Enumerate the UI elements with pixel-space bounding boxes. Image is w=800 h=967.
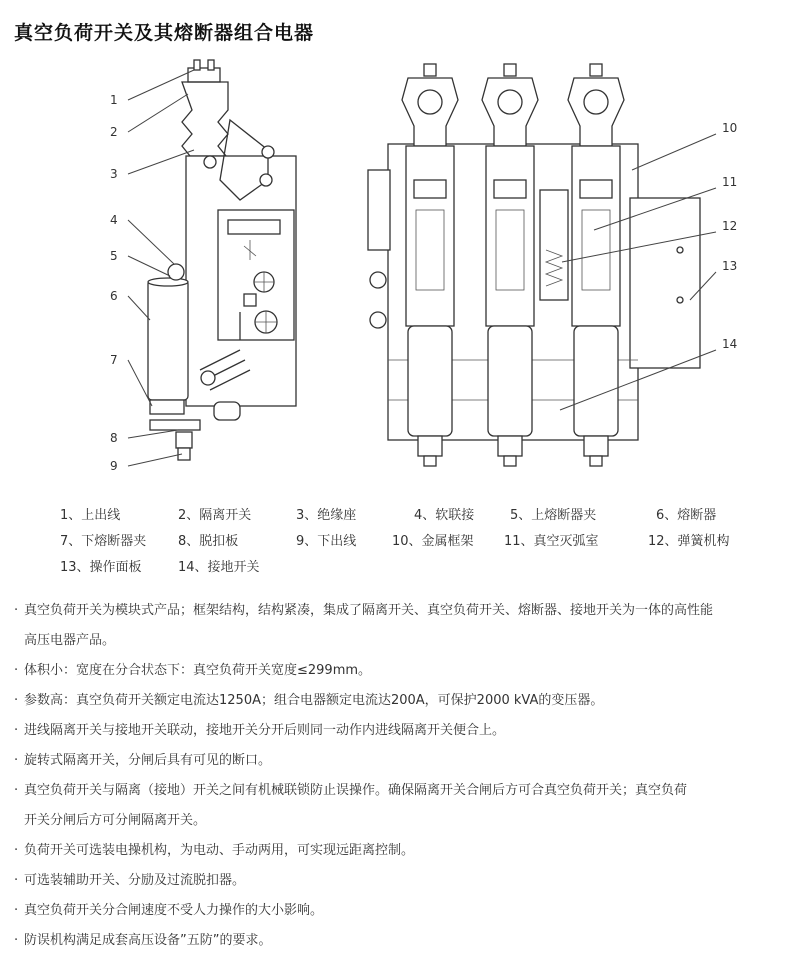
feature-item-continuation [14, 626, 790, 656]
feature-item: · 参数高：真空负荷开关额定电流达1250A；组合电器额定电流达200A，可保护2000 kVA的变压器。 [14, 686, 790, 716]
callout-9: 9 [110, 459, 118, 473]
callout-11: 11 [722, 175, 738, 189]
feature-item: · 体积小：宽度在分合状态下：真空负荷开关宽度≤299mm。 [14, 656, 790, 686]
callout-10: 10 [722, 121, 738, 135]
legend-item: 9、下出线 [296, 534, 357, 549]
legend-item: 1、上出线 [60, 508, 121, 523]
callout-12: 12 [722, 219, 738, 233]
callout-13: 13 [722, 259, 738, 273]
feature-text: 开关分闸后方可分闸隔离开关。 [24, 813, 207, 828]
legend-item: 4、软联接 [414, 508, 475, 523]
legend-item: 6、熔断器 [656, 508, 717, 523]
feature-item: · 真空负荷开关为模块式产品；框架结构，结构紧凑，集成了隔离开关、真空负荷开关、熔断器、接地开关为一体的高性能 [14, 596, 790, 626]
callout-7: 7 [110, 353, 118, 367]
callout-5: 5 [110, 249, 118, 263]
feature-item: · 真空负荷开关与隔离（接地）开关之间有机械联锁防止误操作。确保隔离开关合闸后方可合真空负荷开关；真空负荷 [14, 776, 790, 806]
right-callout-numbers [722, 121, 737, 351]
legend-item: 14、接地开关 [178, 560, 260, 575]
legend-item: 12、弹簧机构 [648, 534, 730, 549]
feature-item-continuation [14, 806, 790, 836]
feature-item: · 负荷开关可选装电操机构，为电动、手动两用，可实现远距离控制。 [14, 836, 790, 866]
left-callout-numbers [110, 93, 118, 473]
legend-item: 10、金属框架 [392, 534, 474, 549]
feature-item: · 防误机构满足成套高压设备”五防”的要求。 [14, 926, 790, 956]
legend-item: 13、操作面板 [60, 560, 142, 575]
product-diagram [0, 50, 800, 490]
feature-text: 高压电器产品。 [24, 633, 116, 648]
callout-3: 3 [110, 167, 118, 181]
feature-item: · 真空负荷开关分合闸速度不受人力操作的大小影响。 [14, 896, 790, 926]
legend-item: 7、下熔断器夹 [60, 534, 147, 549]
legend-item: 3、绝缘座 [296, 508, 357, 523]
legend-item: 8、脱扣板 [178, 534, 239, 549]
feature-list [14, 596, 790, 956]
callout-8: 8 [110, 431, 118, 445]
feature-item: · 旋转式隔离开关，分闸后具有可见的断口。 [14, 746, 790, 776]
feature-item: · 可选装辅助开关、分励及过流脱扣器。 [14, 866, 790, 896]
callout-14: 14 [722, 337, 738, 351]
callout-2: 2 [110, 125, 118, 139]
front-view-drawing [368, 64, 700, 466]
callout-6: 6 [110, 289, 118, 303]
page-title: 真空负荷开关及其熔断器组合电器 [14, 22, 315, 44]
legend-item: 5、上熔断器夹 [510, 508, 597, 523]
feature-item: · 进线隔离开关与接地开关联动，接地开关分开后则同一动作内进线隔离开关便合上。 [14, 716, 790, 746]
callout-4: 4 [110, 213, 118, 227]
callout-1: 1 [110, 93, 118, 107]
legend-item: 2、隔离开关 [178, 508, 252, 523]
legend-item: 11、真空灭弧室 [504, 534, 599, 549]
